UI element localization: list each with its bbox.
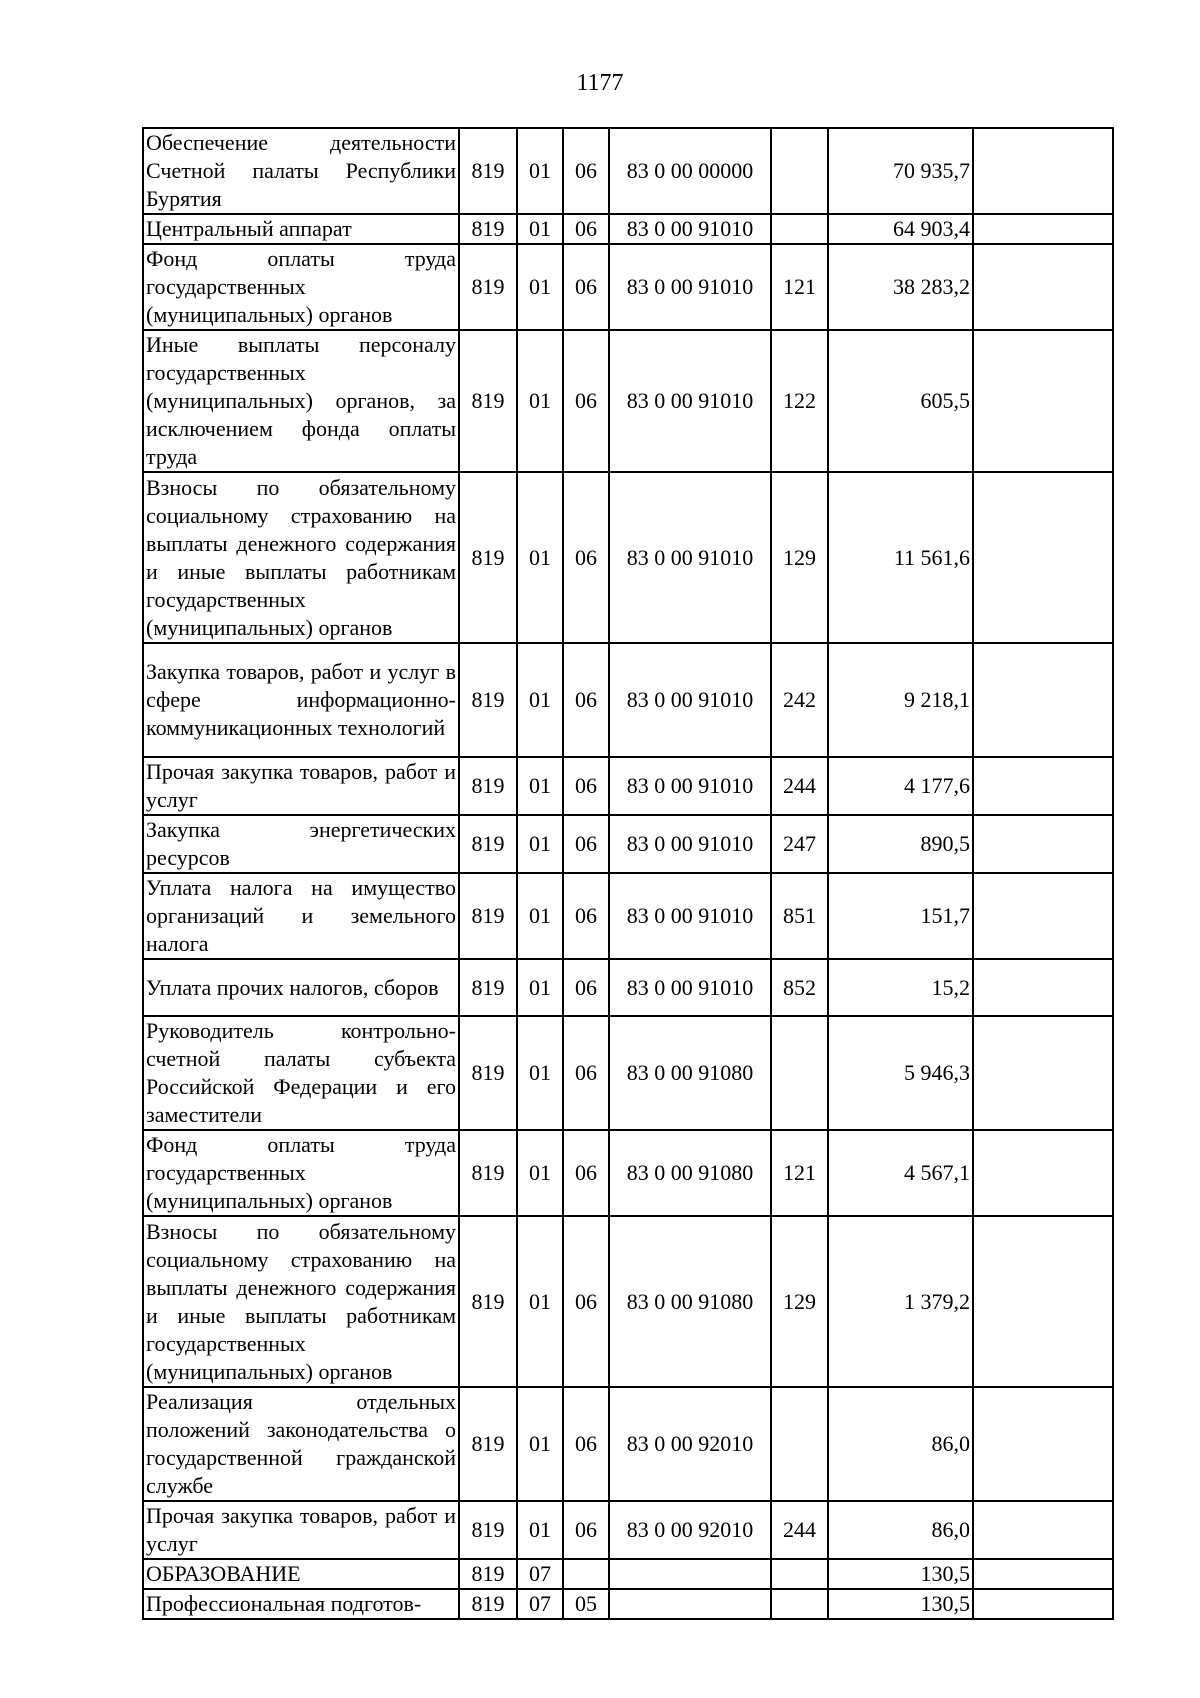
expense-name-cell: Прочая закупка товаров, работ и услуг (143, 757, 459, 815)
subsection-code-cell (563, 1559, 609, 1589)
extra-cell (973, 472, 1113, 643)
table-row (143, 959, 1113, 1016)
section-code-cell: 01 (517, 757, 563, 815)
admin-code-cell: 819 (459, 1216, 517, 1387)
expense-type-cell (771, 1589, 828, 1619)
section-code-cell: 01 (517, 214, 563, 244)
target-article-cell: 83 0 00 91010 (609, 757, 771, 815)
target-article-cell: 83 0 00 92010 (609, 1387, 771, 1501)
subsection-code-cell: 06 (563, 1016, 609, 1130)
table-row (143, 1559, 1113, 1589)
admin-code-cell: 819 (459, 1130, 517, 1216)
table-row (143, 214, 1113, 244)
subsection-code-cell: 06 (563, 815, 609, 873)
target-article-cell: 83 0 00 91010 (609, 643, 771, 757)
amount-cell: 86,0 (828, 1501, 973, 1559)
extra-cell (973, 873, 1113, 959)
target-article-cell: 83 0 00 91010 (609, 959, 771, 1016)
target-article-cell: 83 0 00 91080 (609, 1216, 771, 1387)
target-article-cell (609, 1559, 771, 1589)
admin-code-cell: 819 (459, 472, 517, 643)
admin-code-cell: 819 (459, 330, 517, 472)
section-code-cell: 01 (517, 1387, 563, 1501)
admin-code-cell: 819 (459, 128, 517, 214)
expense-type-cell: 129 (771, 1216, 828, 1387)
subsection-code-cell: 06 (563, 873, 609, 959)
subsection-code-cell: 06 (563, 959, 609, 1016)
expense-type-cell (771, 1559, 828, 1589)
target-article-cell: 83 0 00 91010 (609, 214, 771, 244)
table-row (143, 472, 1113, 643)
amount-cell: 64 903,4 (828, 214, 973, 244)
target-article-cell: 83 0 00 00000 (609, 128, 771, 214)
amount-cell: 9 218,1 (828, 643, 973, 757)
extra-cell (973, 757, 1113, 815)
extra-cell (973, 1559, 1113, 1589)
budget-table (142, 127, 1114, 1620)
amount-cell: 5 946,3 (828, 1016, 973, 1130)
section-code-cell: 01 (517, 1130, 563, 1216)
amount-cell: 890,5 (828, 815, 973, 873)
extra-cell (973, 1216, 1113, 1387)
amount-cell: 4 567,1 (828, 1130, 973, 1216)
subsection-code-cell: 06 (563, 330, 609, 472)
subsection-code-cell: 06 (563, 1216, 609, 1387)
amount-cell: 38 283,2 (828, 244, 973, 330)
table-row (143, 643, 1113, 757)
amount-cell: 15,2 (828, 959, 973, 1016)
expense-type-cell: 242 (771, 643, 828, 757)
table-row (143, 873, 1113, 959)
subsection-code-cell: 06 (563, 1501, 609, 1559)
extra-cell (973, 815, 1113, 873)
expense-name-cell: Иные выплаты персоналу государственных (муниципальных) органов, за исключением фонда оплаты труда (143, 330, 459, 472)
expense-type-cell: 129 (771, 472, 828, 643)
amount-cell: 130,5 (828, 1589, 973, 1619)
admin-code-cell: 819 (459, 1589, 517, 1619)
target-article-cell: 83 0 00 91010 (609, 244, 771, 330)
extra-cell (973, 959, 1113, 1016)
target-article-cell: 83 0 00 91010 (609, 472, 771, 643)
subsection-code-cell: 06 (563, 214, 609, 244)
target-article-cell (609, 1589, 771, 1619)
section-code-cell: 01 (517, 643, 563, 757)
expense-type-cell (771, 1016, 828, 1130)
section-code-cell: 01 (517, 1016, 563, 1130)
table-row (143, 1501, 1113, 1559)
admin-code-cell: 819 (459, 873, 517, 959)
expense-type-cell (771, 214, 828, 244)
amount-cell: 1 379,2 (828, 1216, 973, 1387)
section-code-cell: 01 (517, 244, 563, 330)
table-row (143, 815, 1113, 873)
expense-name-cell: Руководитель контрольно-счетной палаты субъекта Российской Федерации и его заместители (143, 1016, 459, 1130)
table-row (143, 1216, 1113, 1387)
admin-code-cell: 819 (459, 244, 517, 330)
extra-cell (973, 128, 1113, 214)
extra-cell (973, 1130, 1113, 1216)
expense-name-cell: Центральный аппарат (143, 214, 459, 244)
subsection-code-cell: 06 (563, 244, 609, 330)
expense-name-cell: Уплата налога на имущество организаций и земельного налога (143, 873, 459, 959)
expense-type-cell (771, 1387, 828, 1501)
extra-cell (973, 214, 1113, 244)
expense-type-cell: 121 (771, 1130, 828, 1216)
admin-code-cell: 819 (459, 643, 517, 757)
target-article-cell: 83 0 00 91010 (609, 873, 771, 959)
section-code-cell: 01 (517, 330, 563, 472)
extra-cell (973, 244, 1113, 330)
expense-name-cell: Обеспечение деятельности Счетной палаты Республики Бурятия (143, 128, 459, 214)
admin-code-cell: 819 (459, 815, 517, 873)
amount-cell: 11 561,6 (828, 472, 973, 643)
table-row (143, 1387, 1113, 1501)
subsection-code-cell: 05 (563, 1589, 609, 1619)
expense-name-cell: ОБРАЗОВАНИЕ (143, 1559, 459, 1589)
extra-cell (973, 643, 1113, 757)
subsection-code-cell: 06 (563, 128, 609, 214)
expense-type-cell: 247 (771, 815, 828, 873)
subsection-code-cell: 06 (563, 643, 609, 757)
table-row (143, 128, 1113, 214)
target-article-cell: 83 0 00 92010 (609, 1501, 771, 1559)
admin-code-cell: 819 (459, 214, 517, 244)
amount-cell: 70 935,7 (828, 128, 973, 214)
expense-name-cell: Фонд оплаты труда государственных (муниципальных) органов (143, 1130, 459, 1216)
target-article-cell: 83 0 00 91010 (609, 815, 771, 873)
expense-name-cell: Закупка товаров, работ и услуг в сфере информационно-коммуникационных технологий (143, 643, 459, 757)
table-body (143, 128, 1113, 1619)
target-article-cell: 83 0 00 91010 (609, 330, 771, 472)
target-article-cell: 83 0 00 91080 (609, 1130, 771, 1216)
expense-type-cell: 852 (771, 959, 828, 1016)
expense-name-cell: Закупка энергетических ресурсов (143, 815, 459, 873)
subsection-code-cell: 06 (563, 757, 609, 815)
table-row (143, 757, 1113, 815)
table-row (143, 1130, 1113, 1216)
section-code-cell: 01 (517, 472, 563, 643)
expense-type-cell: 121 (771, 244, 828, 330)
expense-type-cell: 851 (771, 873, 828, 959)
expense-type-cell: 244 (771, 1501, 828, 1559)
amount-cell: 605,5 (828, 330, 973, 472)
section-code-cell: 07 (517, 1559, 563, 1589)
section-code-cell: 01 (517, 815, 563, 873)
expense-type-cell: 122 (771, 330, 828, 472)
target-article-cell: 83 0 00 91080 (609, 1016, 771, 1130)
section-code-cell: 01 (517, 1501, 563, 1559)
table-row (143, 244, 1113, 330)
admin-code-cell: 819 (459, 1016, 517, 1130)
expense-name-cell: Уплата прочих налогов, сборов (143, 959, 459, 1016)
extra-cell (973, 1501, 1113, 1559)
extra-cell (973, 1387, 1113, 1501)
amount-cell: 130,5 (828, 1559, 973, 1589)
expense-name-cell: Фонд оплаты труда государственных (муниципальных) органов (143, 244, 459, 330)
section-code-cell: 01 (517, 1216, 563, 1387)
extra-cell (973, 330, 1113, 472)
section-code-cell: 07 (517, 1589, 563, 1619)
expense-name-cell: Взносы по обязательному социальному страхованию на выплаты денежного содержания и иные выплаты работникам государственных (муниципальных) органов (143, 1216, 459, 1387)
table-row (143, 1589, 1113, 1619)
subsection-code-cell: 06 (563, 1130, 609, 1216)
section-code-cell: 01 (517, 128, 563, 214)
admin-code-cell: 819 (459, 1501, 517, 1559)
expense-name-cell: Взносы по обязательному социальному страхованию на выплаты денежного содержания и иные выплаты работникам государственных (муниципальных) органов (143, 472, 459, 643)
admin-code-cell: 819 (459, 959, 517, 1016)
expense-type-cell (771, 128, 828, 214)
admin-code-cell: 819 (459, 757, 517, 815)
section-code-cell: 01 (517, 959, 563, 1016)
subsection-code-cell: 06 (563, 1387, 609, 1501)
table-row (143, 330, 1113, 472)
admin-code-cell: 819 (459, 1559, 517, 1589)
expense-type-cell: 244 (771, 757, 828, 815)
section-code-cell: 01 (517, 873, 563, 959)
extra-cell (973, 1589, 1113, 1619)
amount-cell: 151,7 (828, 873, 973, 959)
expense-name-cell: Профессиональная подготов- (143, 1589, 459, 1619)
amount-cell: 86,0 (828, 1387, 973, 1501)
table-row (143, 1016, 1113, 1130)
amount-cell: 4 177,6 (828, 757, 973, 815)
expense-name-cell: Прочая закупка товаров, работ и услуг (143, 1501, 459, 1559)
extra-cell (973, 1016, 1113, 1130)
admin-code-cell: 819 (459, 1387, 517, 1501)
page-number: 1177 (576, 70, 624, 96)
subsection-code-cell: 06 (563, 472, 609, 643)
expense-name-cell: Реализация отдельных положений законодательства о государственной гражданской службе (143, 1387, 459, 1501)
